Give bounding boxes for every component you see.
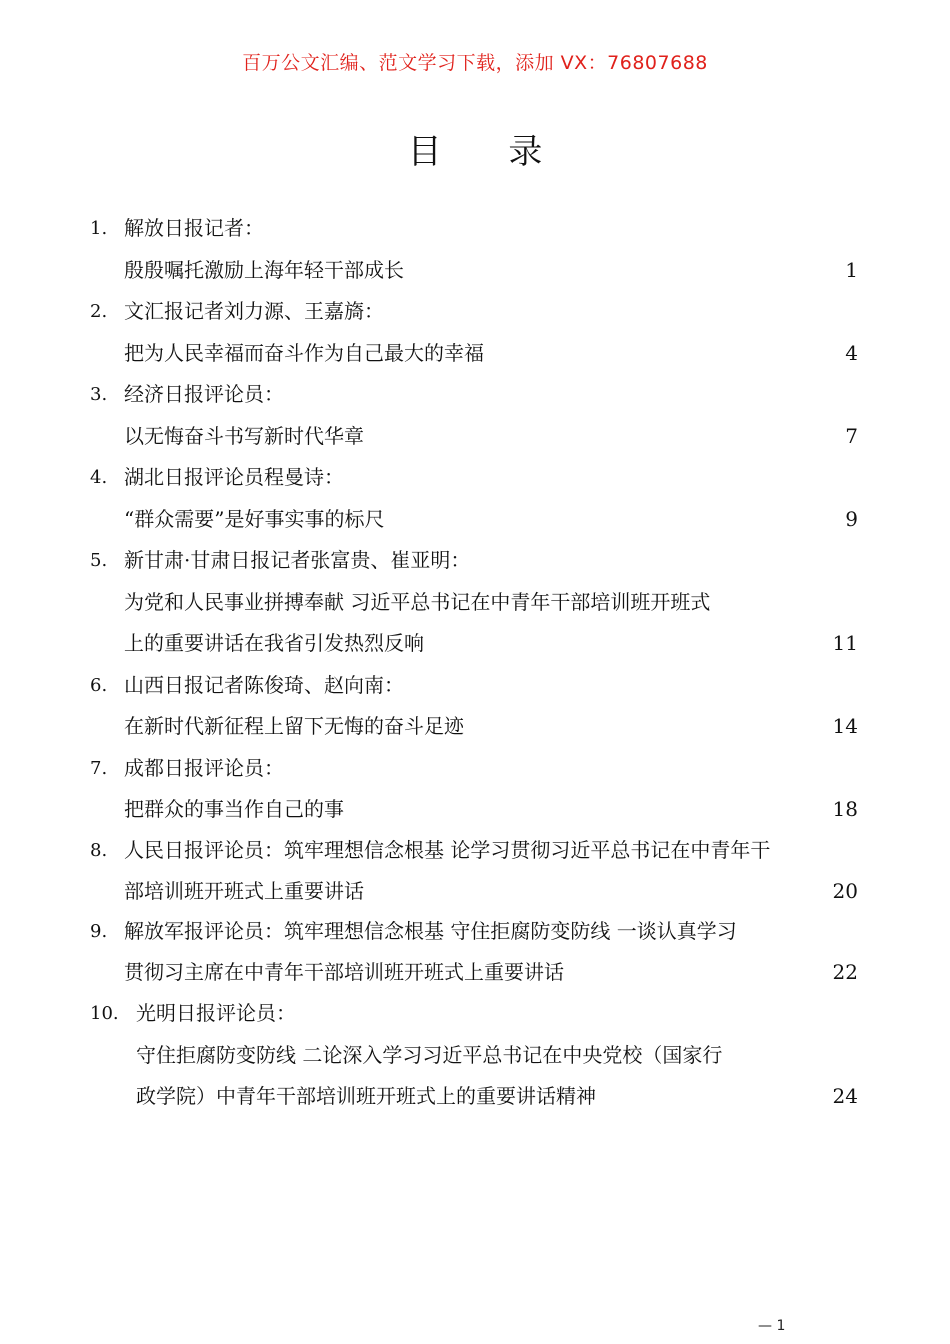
toc-page-number: 1 <box>845 258 858 282</box>
toc-title-line[interactable]: 部培训班开班式上重要讲话 <box>124 879 364 903</box>
toc-heading[interactable]: 成都日报评论员： <box>124 756 284 780</box>
toc-heading[interactable]: 解放军报评论员：筑牢理想信念根基 守住拒腐防变防线 一谈认真学习 <box>124 919 737 943</box>
toc-page-number: 11 <box>832 631 858 655</box>
toc-page-number: 20 <box>832 879 858 903</box>
toc-heading[interactable]: 光明日报评论员： <box>136 1001 296 1025</box>
toc-number: 4. <box>90 467 108 488</box>
toc-page-number: 4 <box>845 341 858 365</box>
toc-heading[interactable]: 经济日报评论员： <box>124 382 284 406</box>
toc-title-line[interactable]: 守住拒腐防变防线 二论深入学习习近平总书记在中央党校（国家行 <box>136 1043 723 1067</box>
toc-number: 10. <box>90 1003 119 1024</box>
toc-page-number: 9 <box>845 507 858 531</box>
toc-heading[interactable]: 湖北日报评论员程曼诗： <box>124 465 344 489</box>
toc-title-line[interactable]: 为党和人民事业拼搏奉献 习近平总书记在中青年干部培训班开班式 <box>124 590 711 614</box>
toc-number: 7. <box>90 758 108 779</box>
toc-heading[interactable]: 解放日报记者： <box>124 216 264 240</box>
toc-number: 3. <box>90 384 108 405</box>
toc-title-line[interactable]: 把群众的事当作自己的事 <box>124 797 344 821</box>
toc-page-number: 22 <box>832 960 858 984</box>
toc-heading[interactable]: 文汇报记者刘力源、王嘉旖： <box>124 299 384 323</box>
toc-number: 8. <box>90 840 108 861</box>
toc-title-line[interactable]: 政学院）中青年干部培训班开班式上的重要讲话精神 <box>136 1084 596 1108</box>
footer-page-number: — 1 <box>758 1318 786 1334</box>
toc-page-number: 18 <box>832 797 858 821</box>
toc-title-line[interactable]: 上的重要讲话在我省引发热烈反响 <box>124 631 424 655</box>
toc-number: 9. <box>90 921 108 942</box>
toc-heading[interactable]: 新甘肃·甘肃日报记者张富贵、崔亚明： <box>124 548 471 572</box>
toc-page-number: 24 <box>832 1084 858 1108</box>
toc-heading[interactable]: 山西日报记者陈俊琦、赵向南： <box>124 673 404 697</box>
header-note: 百万公文汇编、范文学习下载，添加 VX：76807688 <box>242 52 708 74</box>
toc-page-number: 14 <box>832 714 858 738</box>
toc-title-line[interactable]: 殷殷嘱托激励上海年轻干部成长 <box>124 258 404 282</box>
toc-title-line[interactable]: 以无悔奋斗书写新时代华章 <box>124 424 364 448</box>
toc-title-line[interactable]: “群众需要”是好事实事的标尺 <box>124 507 385 531</box>
toc-number: 6. <box>90 675 108 696</box>
toc-number: 5. <box>90 550 108 571</box>
toc-number: 2. <box>90 301 108 322</box>
toc-number: 1. <box>90 218 108 239</box>
toc-title-line[interactable]: 把为人民幸福而奋斗作为自己最大的幸福 <box>124 341 484 365</box>
toc-title-line[interactable]: 贯彻习主席在中青年干部培训班开班式上重要讲话 <box>124 960 564 984</box>
toc-page-number: 7 <box>845 424 858 448</box>
toc-heading[interactable]: 人民日报评论员：筑牢理想信念根基 论学习贯彻习近平总书记在中青年干 <box>124 838 771 862</box>
toc-title-line[interactable]: 在新时代新征程上留下无悔的奋斗足迹 <box>124 714 464 738</box>
page-title: 目 录 <box>407 132 571 172</box>
